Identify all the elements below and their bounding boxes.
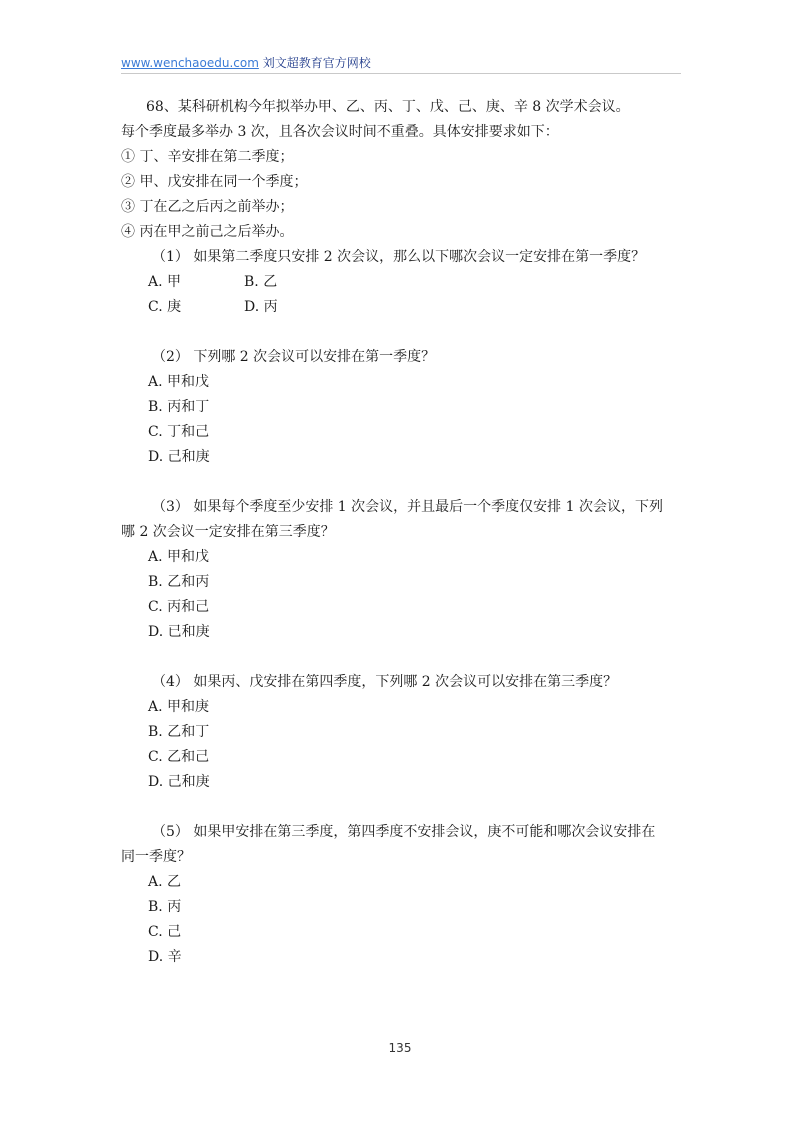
option-d: D. 己和庚 — [148, 774, 210, 790]
problem-intro-line-2: 每个季度最多举办 3 次，且各次会议时间不重叠。具体安排要求如下： — [121, 124, 559, 140]
problem-intro-line-1: 68、某科研机构今年拟举办甲、乙、丙、丁、戊、己、庚、辛 8 次学术会议。 — [146, 99, 630, 115]
page-number: 135 — [388, 1041, 412, 1055]
question-1 — [121, 245, 686, 320]
question-stem: （2） 下列哪 2 次会议可以安排在第一季度？ — [152, 349, 436, 365]
rule-3: ③ 丁在乙之后丙之前举办； — [121, 199, 294, 215]
option-d: D. 丙 — [244, 299, 278, 315]
header-url-link[interactable]: www.wenchaoedu.com — [121, 56, 259, 70]
option-b: B. 乙 — [244, 274, 278, 290]
document-body — [121, 95, 686, 970]
rule-2: ② 甲、戊安排在同一个季度； — [121, 174, 308, 190]
option-a: A. 甲和戊 — [148, 374, 210, 390]
question-5 — [121, 820, 686, 970]
question-2 — [121, 345, 686, 470]
spacer — [121, 470, 686, 495]
option-b: B. 丙和丁 — [148, 399, 210, 415]
option-c: C. 丙和己 — [148, 599, 210, 615]
spacer — [121, 645, 686, 670]
page-header — [121, 55, 681, 74]
option-row — [121, 270, 686, 295]
question-stem: （1） 如果第二季度只安排 2 次会议，那么以下哪次会议一定安排在第一季度？ — [152, 249, 646, 265]
question-stem: （3） 如果每个季度至少安排 1 次会议，并且最后一个季度仅安排 1 次会议，下列 — [152, 499, 663, 515]
option-a: A. 乙 — [148, 874, 182, 890]
spacer — [121, 795, 686, 820]
rule-4: ④ 丙在甲之前己之后举办。 — [121, 224, 294, 240]
option-a: A. 甲和戊 — [148, 549, 210, 565]
option-a: A. 甲 — [148, 274, 182, 290]
option-d: D. 辛 — [148, 949, 182, 965]
option-c: C. 己 — [148, 924, 182, 940]
rule-1: ① 丁、辛安排在第二季度； — [121, 149, 294, 165]
option-b: B. 丙 — [148, 899, 182, 915]
option-b: B. 乙和丁 — [148, 724, 210, 740]
option-row — [121, 295, 686, 320]
question-stem-continued: 哪 2 次会议一定安排在第三季度？ — [121, 524, 335, 540]
question-4 — [121, 670, 686, 795]
question-stem: （4） 如果丙、戊安排在第四季度，下列哪 2 次会议可以安排在第三季度？ — [152, 674, 618, 690]
option-c: C. 庚 — [148, 299, 182, 315]
question-3 — [121, 495, 686, 645]
option-b: B. 乙和丙 — [148, 574, 210, 590]
option-c: C. 丁和己 — [148, 424, 210, 440]
option-d: D. 己和庚 — [148, 449, 210, 465]
question-stem-continued: 同一季度？ — [121, 849, 191, 865]
spacer — [121, 320, 686, 345]
question-stem: （5） 如果甲安排在第三季度，第四季度不安排会议，庚不可能和哪次会议安排在 — [152, 824, 656, 840]
option-c: C. 乙和己 — [148, 749, 210, 765]
option-a: A. 甲和庚 — [148, 699, 210, 715]
header-school-name: 刘文超教育官方网校 — [262, 56, 371, 70]
option-d: D. 已和庚 — [148, 624, 210, 640]
